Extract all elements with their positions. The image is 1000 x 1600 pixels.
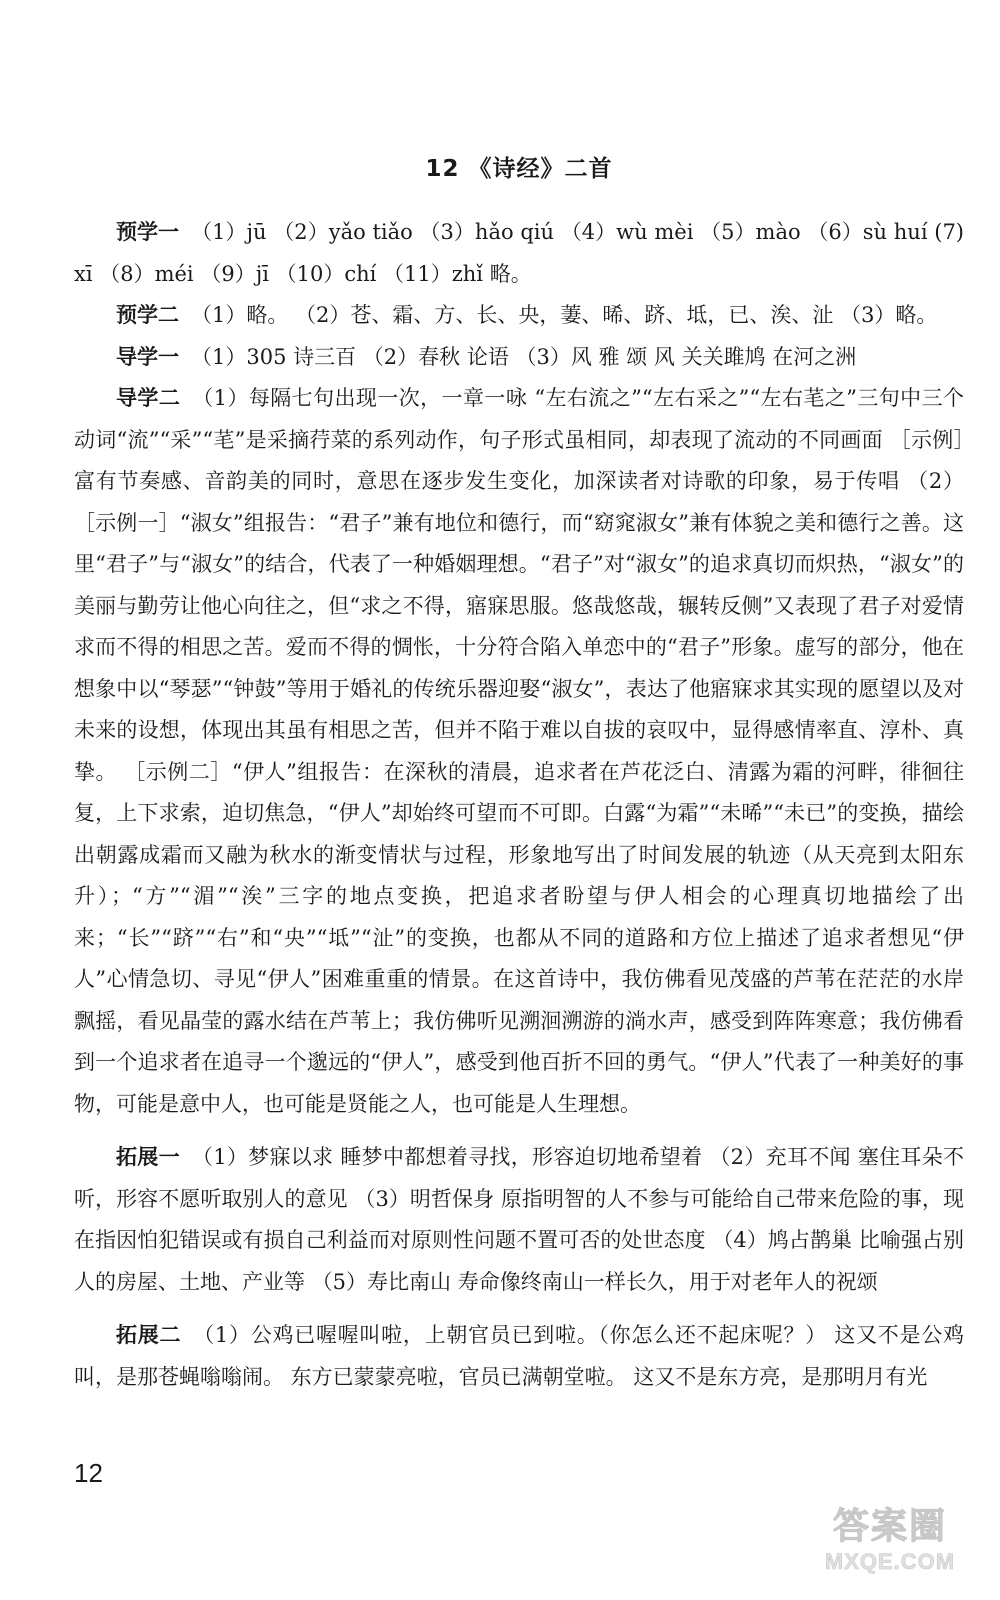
watermark-text-cn: 答案圈 [832,1506,947,1547]
section-daoxue-2 [74,378,964,1125]
section-label: 导学二 [116,386,181,410]
section-text: （1）公鸡已喔喔叫啦，上朝官员已到啦。（你怎么还不起床呢？） 这又不是公鸡叫，是那苍蝇嗡嗡闹。 东方已蒙蒙亮啦，官员已满朝堂啦。 这又不是东方亮，是那明月有光 [74,1323,965,1389]
section-text: （1）梦寐以求 睡梦中都想着寻找，形容迫切地希望着 （2）充耳不闻 塞住耳朵不听，形容不愿听取别人的意见 （3）明哲保身 原指明智的人不参与可能给自己带来危险的事，现在指因怕犯错误或有损自己利益而对原则性问题不置可否的处世态度 （4）鸠占鹊巢 比喻强占别人的房屋、土地、产业等 （5）寿比南山 寿命像终南山一样长久，用于对老年人的祝颂 [74,1145,965,1294]
section-label: 预学二 [116,303,179,327]
section-label: 拓展二 [116,1323,182,1347]
answer-body [74,212,964,1398]
section-tuozhan-1 [74,1137,964,1303]
section-label: 预学一 [116,220,180,244]
page-title: 12 《诗经》二首 [425,156,613,182]
watermark-text-en: MXQE.COM [824,1549,956,1574]
section-label: 导学一 [116,344,179,369]
section-text: （1）305 诗三百 （2）春秋 论语 （3）风 雅 颂 风 关关雎鸠 在河之洲 [191,344,857,369]
section-label: 拓展一 [116,1145,180,1169]
watermark-logo [790,1498,990,1594]
section-tuozhan-2 [74,1315,964,1398]
section-daoxue-1 [74,337,964,379]
section-yuxue-1 [74,212,964,295]
section-text: （1）jū （2）yǎo tiǎo （3）hǎo qiú （4）wù mèi （5）mào （6）sù huí (7) xī （8）méi （9）jī （10）chí （11）zhǐ 略。 [74,220,965,286]
section-text: （1）每隔七句出现一次，一章一咏 “左右流之”“左右采之”“左右芼之”三句中三个动词“流”“采”“芼”是采摘荇菜的系列动作，句子形式虽相同，却表现了流动的不同画面 ［示例］富有节奏感、音韵美的同时，意思在逐步发生变化，加深读者对诗歌的印象，易于传唱 （2）［示例一］“淑女”组报告：“君子”兼有地位和德行，而“窈窕淑女”兼有体貌之美和德行之善。这里“君子”与“淑女”的结合，代表了一种婚姻理想。“君子”对“淑女”的追求真切而炽热，“淑女”的美丽与勤劳让他心向往之，但“求之不得，寤寐思服。悠哉悠哉，辗转反侧”又表现了君子对爱情求而不得的相思之苦。爱而不得的惆怅，十分符合陷入单恋中的“君子”形象。虚写的部分，他在想象中以“琴瑟”“钟鼓”等用于婚礼的传统乐器迎娶“淑女”，表达了他寤寐求其实现的愿望以及对未来的设想，体现出其虽有相思之苦，但并不陷于难以自拔的哀叹中，显得感情率直、淳朴、真挚。 ［示例二］“伊人”组报告：在深秋的清晨，追求者在芦花泛白、清露为霜的河畔，徘徊往复，上下求索，迫切焦急，“伊人”却始终可望而不可即。白露“为霜”“未晞”“未已”的变换，描绘出朝露成霜而又融为秋水的渐变情状与过程，形象地写出了时间发展的轨迹（从天亮到太阳东升）；“方”“湄”“涘”三字的地点变换，把追求者盼望与伊人相会的心理真切地描绘了出来；“长”“跻”“右”和“央”“坻”“沚”的变换，也都从不同的道路和方位上描述了追求者想见“伊人”心情急切、寻见“伊人”困难重重的情景。在这首诗中，我仿佛看见茂盛的芦苇在茫茫的水岸飘摇，看见晶莹的露水结在芦苇上；我仿佛听见溯洄溯游的淌水声，感受到阵阵寒意；我仿佛看到一个追求者在追寻一个邈远的“伊人”，感受到他百折不回的勇气。“伊人”代表了一种美好的事物，可能是意中人，也可能是贤能之人，也可能是人生理想。 [74,386,965,1116]
page-number: 12 [74,1458,103,1488]
section-text: （1）略。 （2）苍、霜、方、长、央，萋、晞、跻、坻，已、涘、沚 （3）略。 [191,303,938,327]
section-yuxue-2 [74,295,964,337]
